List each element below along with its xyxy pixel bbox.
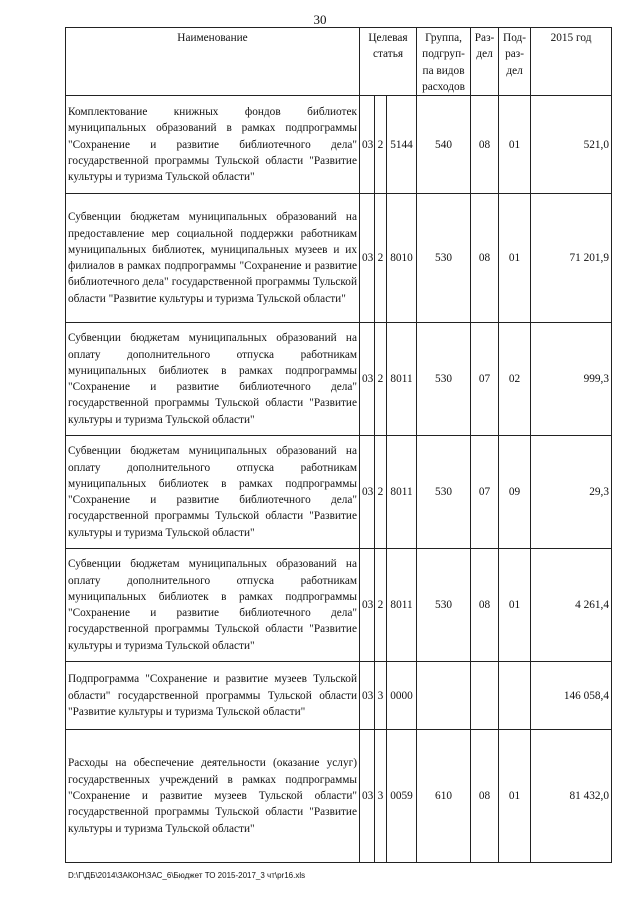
- table-row: [66, 96, 612, 194]
- row-name: Субвенции бюджетам муниципальных образований на оплату дополнительного отпуска работникам муниципальных библиотек в рамках подпрограммы "Сохранение и развитие библиотечного дела" государственной программы Тульской области "Развитие культуры и туризма Тульской области": [66, 549, 360, 662]
- row-subsection: 01: [499, 194, 531, 323]
- header-subsection: Под-раз-дел: [499, 28, 531, 96]
- header-year: 2015 год: [531, 28, 612, 96]
- row-code-program: 03: [360, 194, 375, 323]
- row-group: 610: [417, 730, 471, 863]
- row-code-direction: 8011: [387, 436, 417, 549]
- row-section: 08: [471, 194, 499, 323]
- row-name: Субвенции бюджетам муниципальных образований на предоставление мер социальной поддержки работникам муниципальных библиотек, муниципальных музеев и их филиалов в рамках подпрограммы "Сохранение и развитие библиотечного дела" государственной программы Тульской области "Развитие культуры и туризма Тульской области": [66, 194, 360, 323]
- page-number: 30: [313, 12, 327, 27]
- row-section: [471, 662, 499, 730]
- table-row: [66, 549, 612, 662]
- row-amount: 999,3: [531, 323, 612, 436]
- row-section: 08: [471, 549, 499, 662]
- row-code-program: 03: [360, 96, 375, 194]
- header-section: Раз-дел: [471, 28, 499, 96]
- row-amount: 71 201,9: [531, 194, 612, 323]
- row-code-program: 03: [360, 730, 375, 863]
- row-section: 08: [471, 96, 499, 194]
- row-code-direction: 8011: [387, 323, 417, 436]
- header-group: Группа, подгруп-па видов расходов: [417, 28, 471, 96]
- row-code-subprogram: 2: [375, 194, 387, 323]
- row-code-subprogram: 3: [375, 730, 387, 863]
- row-code-direction: 8011: [387, 549, 417, 662]
- header-name: Наименование: [66, 28, 360, 96]
- row-code-direction: 8010: [387, 194, 417, 323]
- row-name: Субвенции бюджетам муниципальных образований на оплату дополнительного отпуска работникам муниципальных библиотек в рамках подпрограммы "Сохранение и развитие библиотечного дела" государственной программы Тульской области "Развитие культуры и туризма Тульской области": [66, 323, 360, 436]
- row-amount: 146 058,4: [531, 662, 612, 730]
- row-amount: 81 432,0: [531, 730, 612, 863]
- row-subsection: 01: [499, 96, 531, 194]
- file-path-footer: D:\Г\ДБ\2014\ЗАКОН\ЗАС_6\Бюджет ТО 2015-2017_3 чт\pr16.xls: [68, 871, 306, 880]
- budget-table: [65, 27, 612, 863]
- row-code-direction: 5144: [387, 96, 417, 194]
- row-amount: 29,3: [531, 436, 612, 549]
- row-name: Расходы на обеспечение деятельности (оказание услуг) государственных учреждений в рамках подпрограммы "Сохранение и развитие музеев Тульской области" государственной программы Тульской области "Развитие культуры и туризма Тульской области": [66, 730, 360, 863]
- row-code-subprogram: 2: [375, 323, 387, 436]
- row-group: 530: [417, 323, 471, 436]
- row-code-subprogram: 2: [375, 96, 387, 194]
- row-section: 07: [471, 436, 499, 549]
- row-group: 530: [417, 549, 471, 662]
- table-row: [66, 323, 612, 436]
- row-name: Подпрограмма "Сохранение и развитие музеев Тульской области" государственной программы Тульской области "Развитие культуры и туризма Тульской области": [66, 662, 360, 730]
- row-group: 530: [417, 436, 471, 549]
- row-amount: 4 261,4: [531, 549, 612, 662]
- table-row: [66, 436, 612, 549]
- row-amount: 521,0: [531, 96, 612, 194]
- row-code-program: 03: [360, 549, 375, 662]
- row-code-subprogram: 2: [375, 436, 387, 549]
- row-code-program: 03: [360, 323, 375, 436]
- row-code-subprogram: 3: [375, 662, 387, 730]
- table-header-row: [66, 28, 612, 96]
- row-subsection: [499, 662, 531, 730]
- row-code-direction: 0000: [387, 662, 417, 730]
- row-subsection: 01: [499, 549, 531, 662]
- row-code-direction: 0059: [387, 730, 417, 863]
- table-row: [66, 662, 612, 730]
- row-code-program: 03: [360, 436, 375, 549]
- row-name: Субвенции бюджетам муниципальных образований на оплату дополнительного отпуска работникам муниципальных библиотек в рамках подпрограммы "Сохранение и развитие библиотечного дела" государственной программы Тульской области "Развитие культуры и туризма Тульской области": [66, 436, 360, 549]
- row-section: 08: [471, 730, 499, 863]
- row-section: 07: [471, 323, 499, 436]
- row-subsection: 02: [499, 323, 531, 436]
- row-name: Комплектование книжных фондов библиотек муниципальных образований в рамках подпрограммы "Сохранение и развитие библиотечного дела" государственной программы Тульской области "Развитие культуры и туризма Тульской области": [66, 96, 360, 194]
- row-subsection: 09: [499, 436, 531, 549]
- row-code-subprogram: 2: [375, 549, 387, 662]
- row-code-program: 03: [360, 662, 375, 730]
- row-subsection: 01: [499, 730, 531, 863]
- row-group: 530: [417, 194, 471, 323]
- table-row: [66, 730, 612, 863]
- header-target-article: Целевая статья: [360, 28, 417, 96]
- row-group: 540: [417, 96, 471, 194]
- row-group: [417, 662, 471, 730]
- table-row: [66, 194, 612, 323]
